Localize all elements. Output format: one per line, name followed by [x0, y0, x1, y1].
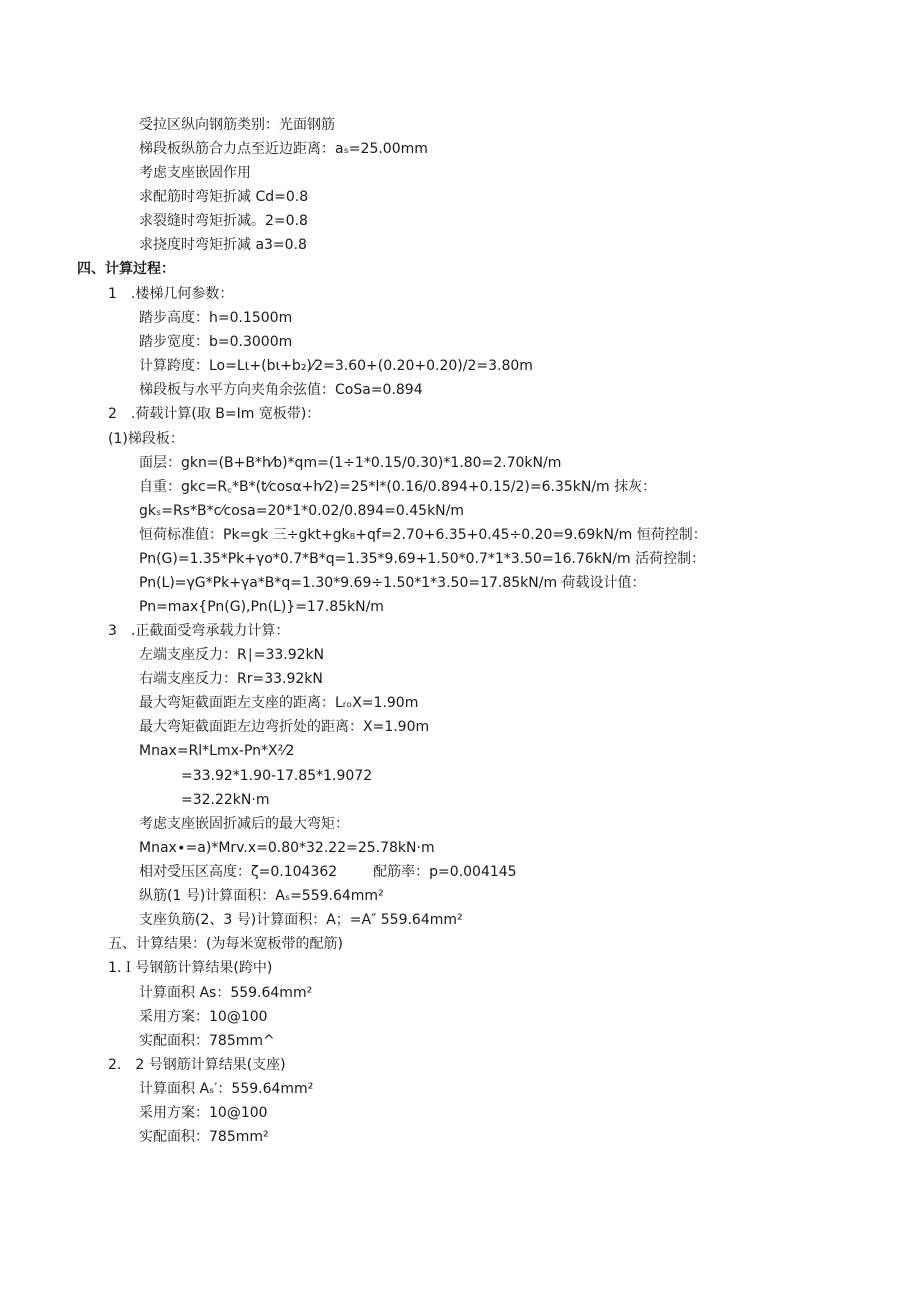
text-line-rebar-1-calc-area: 计算面积 As：559.64mm² — [139, 985, 313, 1001]
text-line-reduced-moment-heading: 考虑支座嵌固折减后的最大弯矩： — [139, 816, 349, 832]
formula-max-moment-result: =32.22kN·m — [181, 792, 270, 808]
text-line-rebar-1-actual-area: 实配面积：785mm^ — [139, 1033, 275, 1049]
formula-reduced-moment: Mnax∙=a)*Mrv.x=0.80*32.22=25.78kN·m — [139, 840, 435, 856]
subsection-rebar-2-result: 2. 2 号钢筋计算结果(支座) — [108, 1057, 286, 1073]
text-line-rebar-1-scheme: 采用方案：10@100 — [139, 1009, 268, 1025]
text-line-step-height: 踏步高度：h=0.1500m — [139, 310, 293, 326]
text-line-moment-reduction-design: 求配筋时弯矩折减 Cd=0.8 — [139, 189, 309, 205]
text-line-moment-reduction-crack: 求裂缝时弯矩折减。2=0.8 — [139, 213, 308, 229]
text-line-left-reaction: 左端支座反力：R∣=33.92kN — [139, 647, 325, 663]
text-line-rebar-2-scheme: 采用方案：10@100 — [139, 1105, 268, 1121]
reinforcement-ratio: 配筋率：p=0.004145 — [373, 864, 517, 880]
formula-dead-load-control: Pn(G)=1.35*Pk+γo*0.7*B*q=1.35*9.69+1.50*0.7*1*3.50=16.76kN/m 活荷控制： — [139, 551, 706, 567]
section-heading-calculation: 四、计算过程： — [77, 261, 175, 277]
text-line-max-moment-distance-support: 最大弯矩截面距左支座的距离：LᵣₒX=1.90m — [139, 695, 419, 711]
compression-zone-height: 相对受压区高度：ζ=0.104362 — [139, 864, 338, 880]
text-line-max-moment-distance-bend: 最大弯矩截面距左边弯折处的距离：X=1.90m — [139, 719, 430, 735]
formula-surface-layer: 面层：gkn=(B+B*h⁄b)*qm=(1÷1*0.15/0.30)*1.80=2.70kN/m — [139, 455, 562, 471]
text-line-rebar-type: 受拉区纵向钢筋类别：光面钢筋 — [139, 117, 335, 133]
subsection-stair-slab: (1)梯段板： — [108, 431, 184, 447]
text-line-span: 计算跨度：Lo=Lι+(bι+b₂)⁄2=3.60+(0.20+0.20)/2=3.80m — [139, 358, 533, 374]
text-line-rebar-edge-distance: 梯段板纵筋合力点至近边距离：aₛ=25.00mm — [139, 141, 428, 157]
text-line-support-fixity: 考虑支座嵌固作用 — [139, 165, 251, 181]
text-line-longitudinal-rebar-area: 纵筋(1 号)计算面积：Aₛ=559.64mm² — [139, 888, 384, 904]
formula-design-load: Pn=max{Pn(G),Pn(L)}=17.85kN/m — [139, 599, 384, 615]
formula-max-moment: Mnax=Rl*Lmx-Pn*X²⁄2 — [139, 743, 295, 759]
subsection-rebar-1-result: 1.Ｉ号钢筋计算结果(跨中) — [108, 960, 273, 976]
text-line-right-reaction: 右端支座反力：Rr=33.92kN — [139, 671, 323, 687]
text-line-rebar-2-calc-area: 计算面积 Aₛ′：559.64mm² — [139, 1081, 314, 1097]
text-line-moment-reduction-deflection: 求挠度时弯矩折减 a3=0.8 — [139, 237, 307, 253]
text-line-rebar-2-actual-area: 实配面积：785mm² — [139, 1129, 269, 1145]
formula-plaster: gkₛ=Rs*B*c⁄cosa=20*1*0.02/0.894=0.45kN/m — [139, 503, 465, 519]
text-line-cosine: 梯段板与水平方向夹角余弦值：CoSa=0.894 — [139, 382, 423, 398]
formula-live-load-control: Pn(L)=γG*Pk+γa*B*q=1.30*9.69÷1.50*1*3.50=17.85kN/m 荷载设计值： — [139, 575, 646, 591]
formula-max-moment-substituted: =33.92*1.90-17.85*1.9072 — [181, 768, 373, 784]
subsection-loads: 2 .荷载计算(取 B=Im 宽板带)： — [108, 406, 321, 422]
formula-self-weight: 自重：gkc=R꜀*B*(t⁄cosα+h⁄2)=25*l*(0.16/0.894+0.15/2)=6.35kN/m 抹灰： — [139, 479, 657, 495]
subsection-geometry: 1 .楼梯几何参数： — [108, 286, 234, 302]
text-line-compression-zone-ratio — [139, 862, 517, 882]
subsection-flexural-capacity: 3 .正截面受弯承载力计算： — [108, 623, 290, 639]
text-line-support-rebar-area: 支座负筋(2、3 号)计算面积：A；=A″ 559.64mm² — [139, 912, 463, 928]
section-heading-results: 五、计算结果：(为每米宽板带的配筋) — [108, 936, 343, 952]
text-line-step-width: 踏步宽度：b=0.3000m — [139, 334, 293, 350]
formula-dead-load-standard: 恒荷标准值：Pk=gk 三÷gkt+gk₈+qf=2.70+6.35+0.45÷0.20=9.69kN/m 恒荷控制： — [139, 527, 707, 543]
